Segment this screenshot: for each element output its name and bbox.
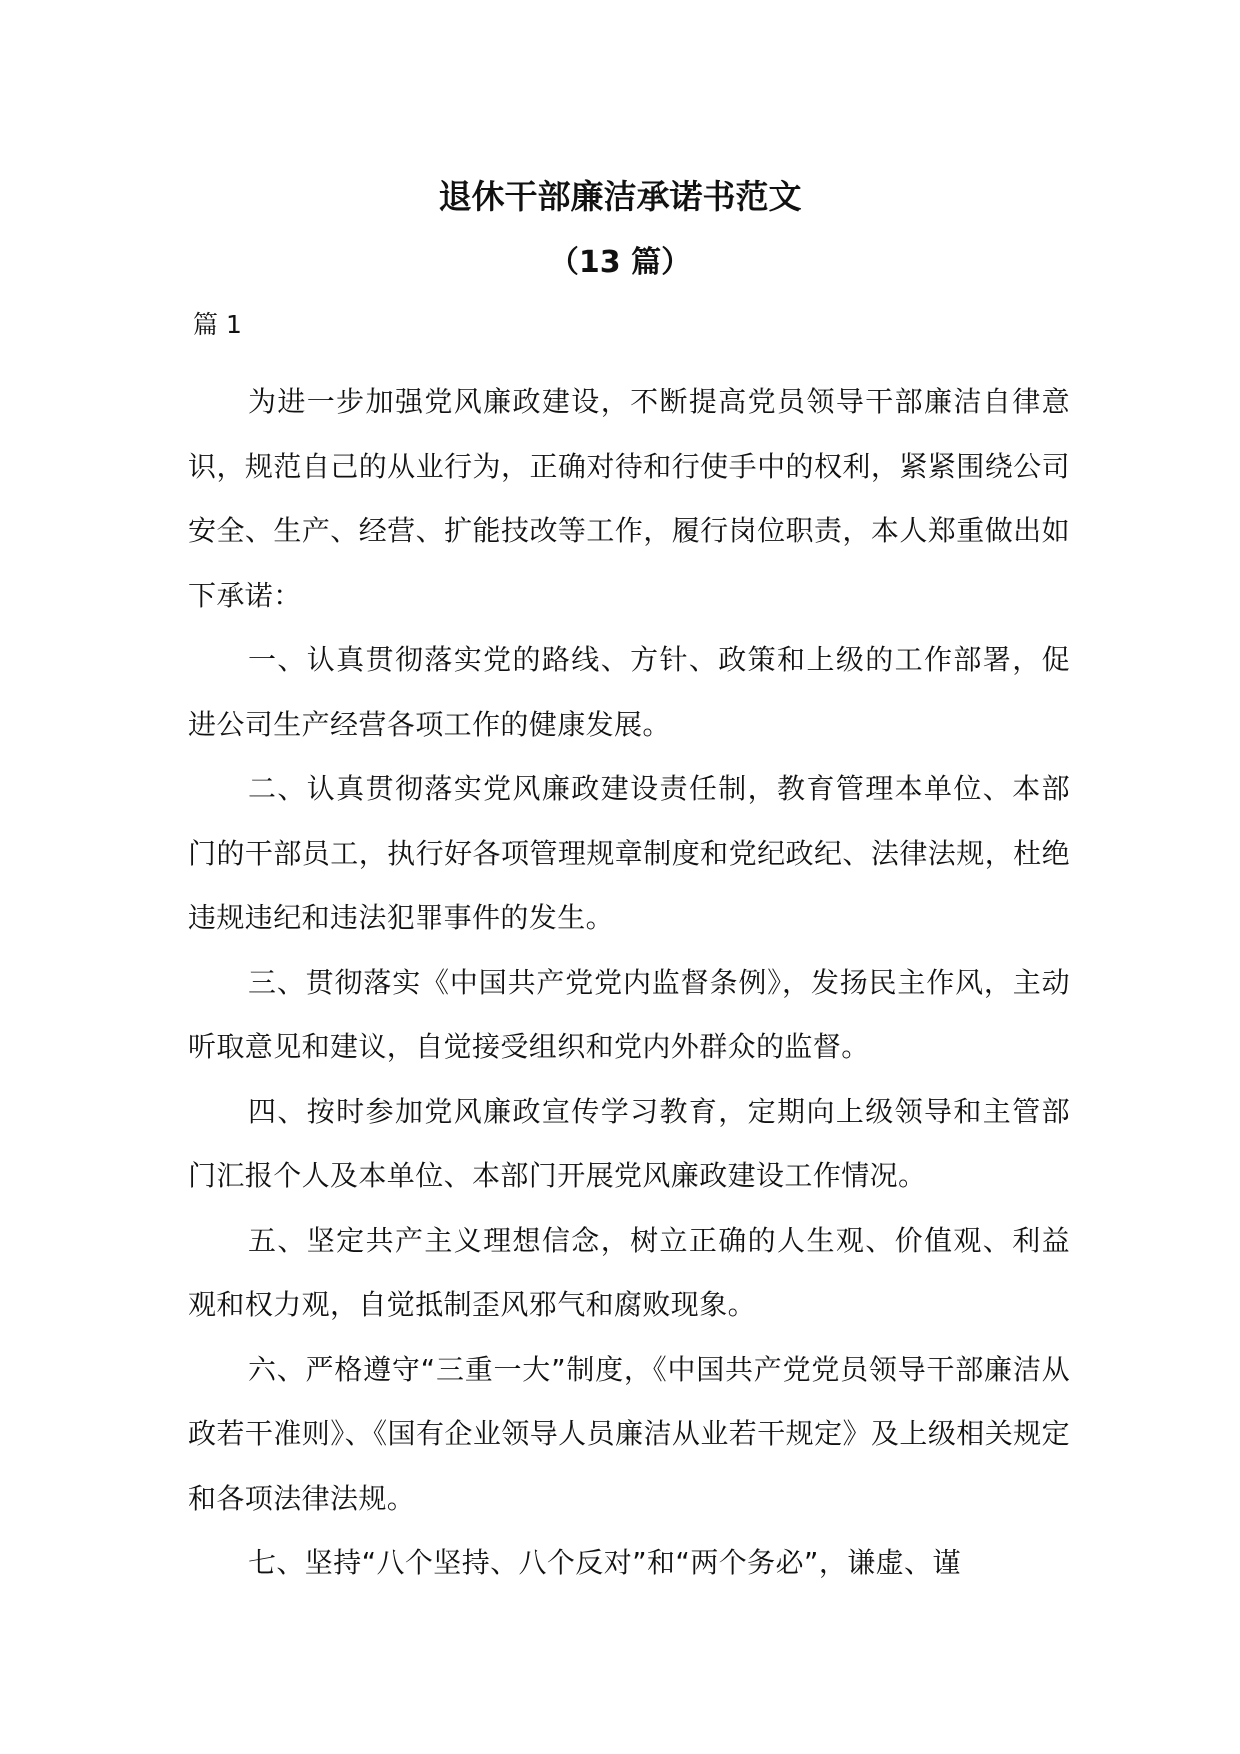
- paragraph-item-7: 七、坚持“八个坚持、八个反对”和“两个务必”，谦虚、谨: [248, 1546, 961, 1579]
- paragraph-intro: 为进一步加强党风廉政建设，不断提高党员领导干部廉洁自律意识，规范自己的从业行为，正确对待和行使手中的权利，紧紧围绕公司安全、生产、经营、扩能技改等工作，履行岗位职责，本人郑重做出如下承诺：: [188, 385, 1070, 612]
- paragraph-item-5: 五、坚定共产主义理想信念，树立正确的人生观、价值观、利益观和权力观，自觉抵制歪风邪气和腐败现象。: [188, 1223, 1070, 1321]
- body-text: [188, 370, 1070, 1596]
- paragraph-item-1: 一、认真贯彻落实党的路线、方针、政策和上级的工作部署，促进公司生产经营各项工作的健康发展。: [188, 643, 1070, 741]
- paragraph-item-4: 四、按时参加党风廉政宣传学习教育，定期向上级领导和主管部门汇报个人及本单位、本部门开展党风廉政建设工作情况。: [188, 1094, 1070, 1192]
- document-title: 退休干部廉洁承诺书范文: [438, 177, 802, 216]
- document-subtitle: （13 篇）: [548, 245, 692, 280]
- paragraph-item-3: 三、贯彻落实《中国共产党党内监督条例》，发扬民主作风，主动听取意见和建议，自觉接受组织和党内外群众的监督。: [188, 965, 1070, 1063]
- paragraph-item-2: 二、认真贯彻落实党风廉政建设责任制，教育管理本单位、本部门的干部员工，执行好各项管理规章制度和党纪政纪、法律法规，杜绝违规违纪和违法犯罪事件的发生。: [188, 772, 1070, 934]
- paragraph-item-6: 六、严格遵守“三重一大”制度，《中国共产党党员领导干部廉洁从政若干准则》、《国有企业领导人员廉洁从业若干规定》及上级相关规定和各项法律法规。: [188, 1352, 1070, 1515]
- section-label: 篇 1: [193, 310, 242, 339]
